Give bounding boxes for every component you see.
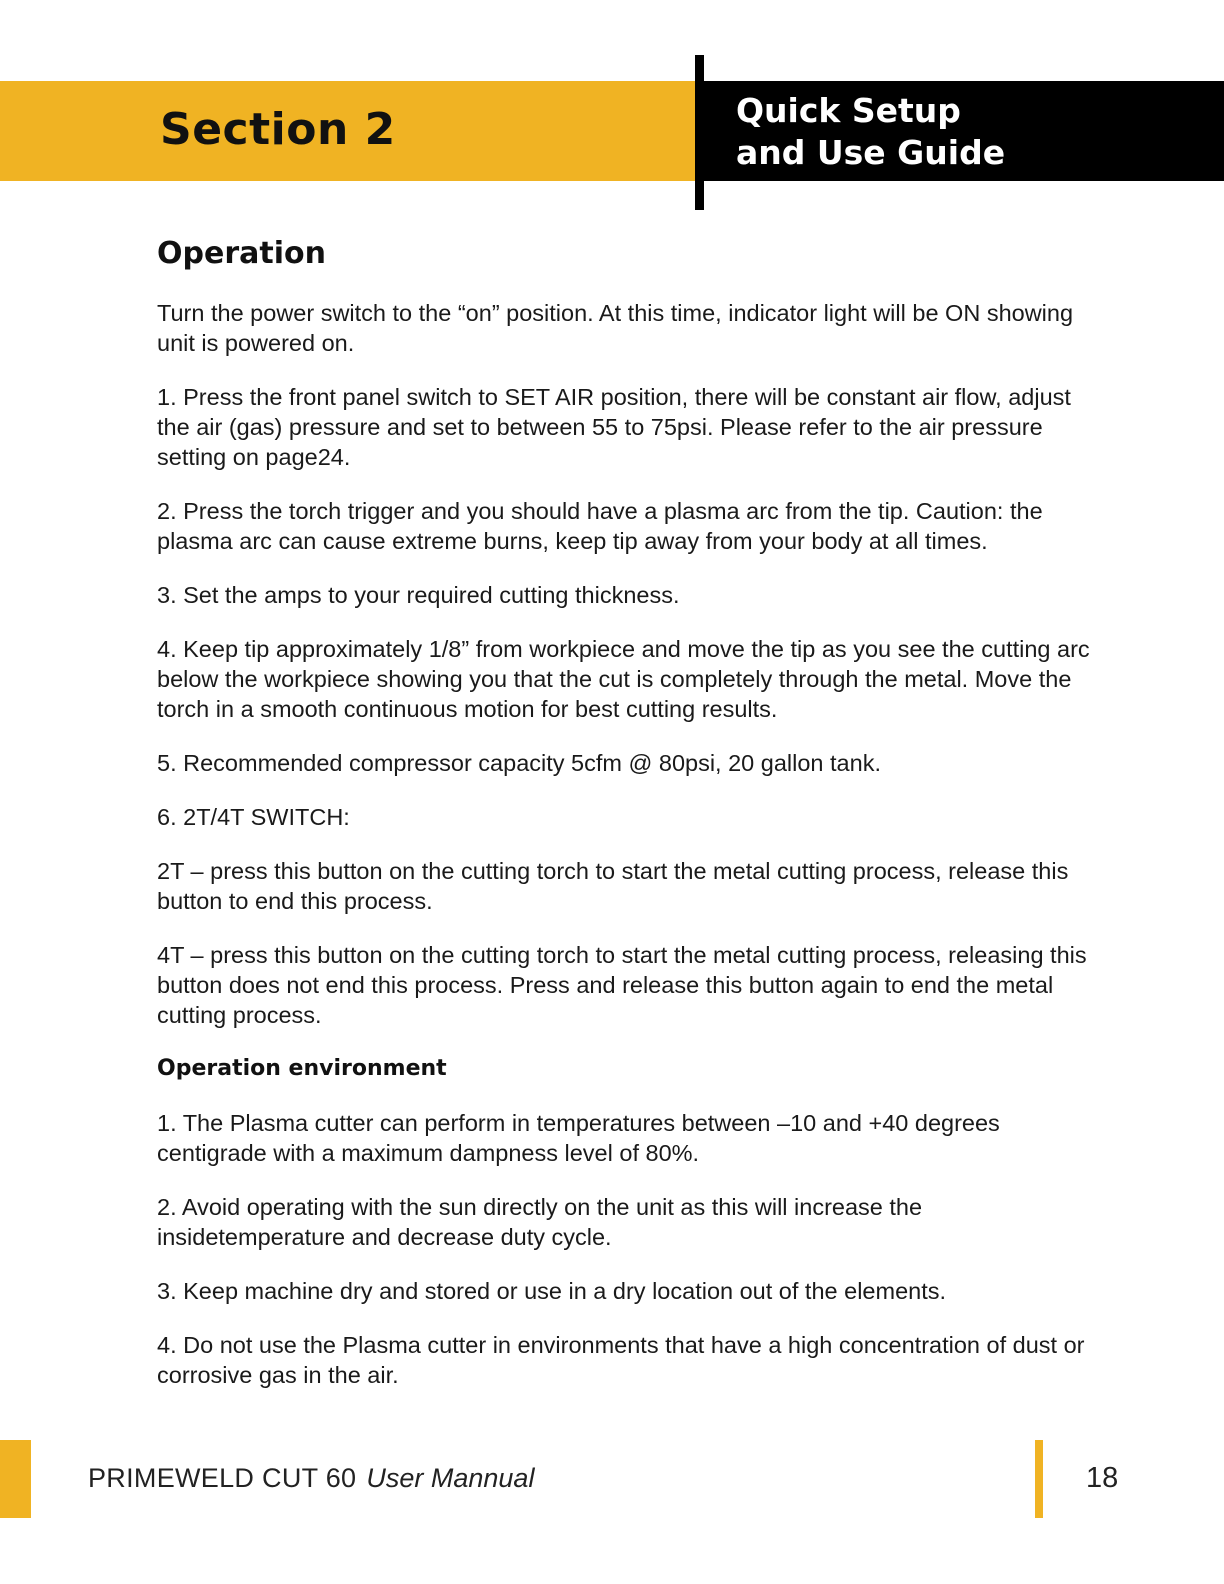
- environment-item-4: 4. Do not use the Plasma cutter in environments that have a high concentration of dust or corrosive gas in the air.: [157, 1332, 1085, 1388]
- page-number: 18: [1086, 1462, 1119, 1494]
- section-label: Section 2: [160, 104, 396, 155]
- step-1: 1. Press the front panel switch to SET AIR position, there will be constant air flow, adjust the air (gas) pressure and set to between 55 to 75psi. Please refer to the air pressure setting on page24.: [157, 384, 1071, 470]
- environment-heading: Operation environment: [157, 1056, 447, 1081]
- guide-title-line-1: Quick Setup: [736, 91, 961, 130]
- intro-paragraph: Turn the power switch to the “on” position. At this time, indicator light will be ON showing unit is powered on.: [157, 300, 1074, 356]
- step-6: 6. 2T/4T SWITCH:: [157, 804, 350, 830]
- guide-title-line-2: and Use Guide: [736, 133, 1006, 172]
- page-title: Operation: [157, 236, 326, 271]
- environment-item-3: 3. Keep machine dry and stored or use in a dry location out of the elements.: [157, 1278, 947, 1304]
- page-content: [157, 232, 1097, 1414]
- footer-doc-type: User Mannual: [366, 1463, 535, 1493]
- footer-manual-title: [88, 1458, 534, 1498]
- environment-item-2: 2. Avoid operating with the sun directly on the unit as this will increase the insidetemperature and decrease duty cycle.: [157, 1194, 923, 1250]
- step-2: 2. Press the torch trigger and you should have a plasma arc from the tip. Caution: the plasma arc can cause extreme burns, keep tip away from your body at all times.: [157, 498, 1043, 554]
- header-divider: [695, 55, 704, 210]
- footer-accent-left: [0, 1440, 31, 1518]
- footer-accent-right: [1035, 1440, 1043, 1518]
- step-4: 4. Keep tip approximately 1/8” from workpiece and move the tip as you see the cutting arc below the workpiece showing you that the cut is completely through the metal. Move the torch in a smooth continuous motion for best cutting results.: [157, 636, 1090, 722]
- switch-mode-2t: 2T – press this button on the cutting torch to start the metal cutting process, release this button to end this process.: [157, 858, 1069, 914]
- guide-title: [736, 90, 1196, 174]
- environment-item-1: 1. The Plasma cutter can perform in temperatures between –10 and +40 degrees centigrade with a maximum dampness level of 80%.: [157, 1110, 1000, 1166]
- step-3: 3. Set the amps to your required cutting thickness.: [157, 582, 680, 608]
- step-5: 5. Recommended compressor capacity 5cfm @ 80psi, 20 gallon tank.: [157, 750, 881, 776]
- footer-model: PRIMEWELD CUT 60: [88, 1463, 357, 1493]
- switch-mode-4t: 4T – press this button on the cutting torch to start the metal cutting process, releasing this button does not end this process. Press and release this button again to end the metal cutting process.: [157, 942, 1087, 1028]
